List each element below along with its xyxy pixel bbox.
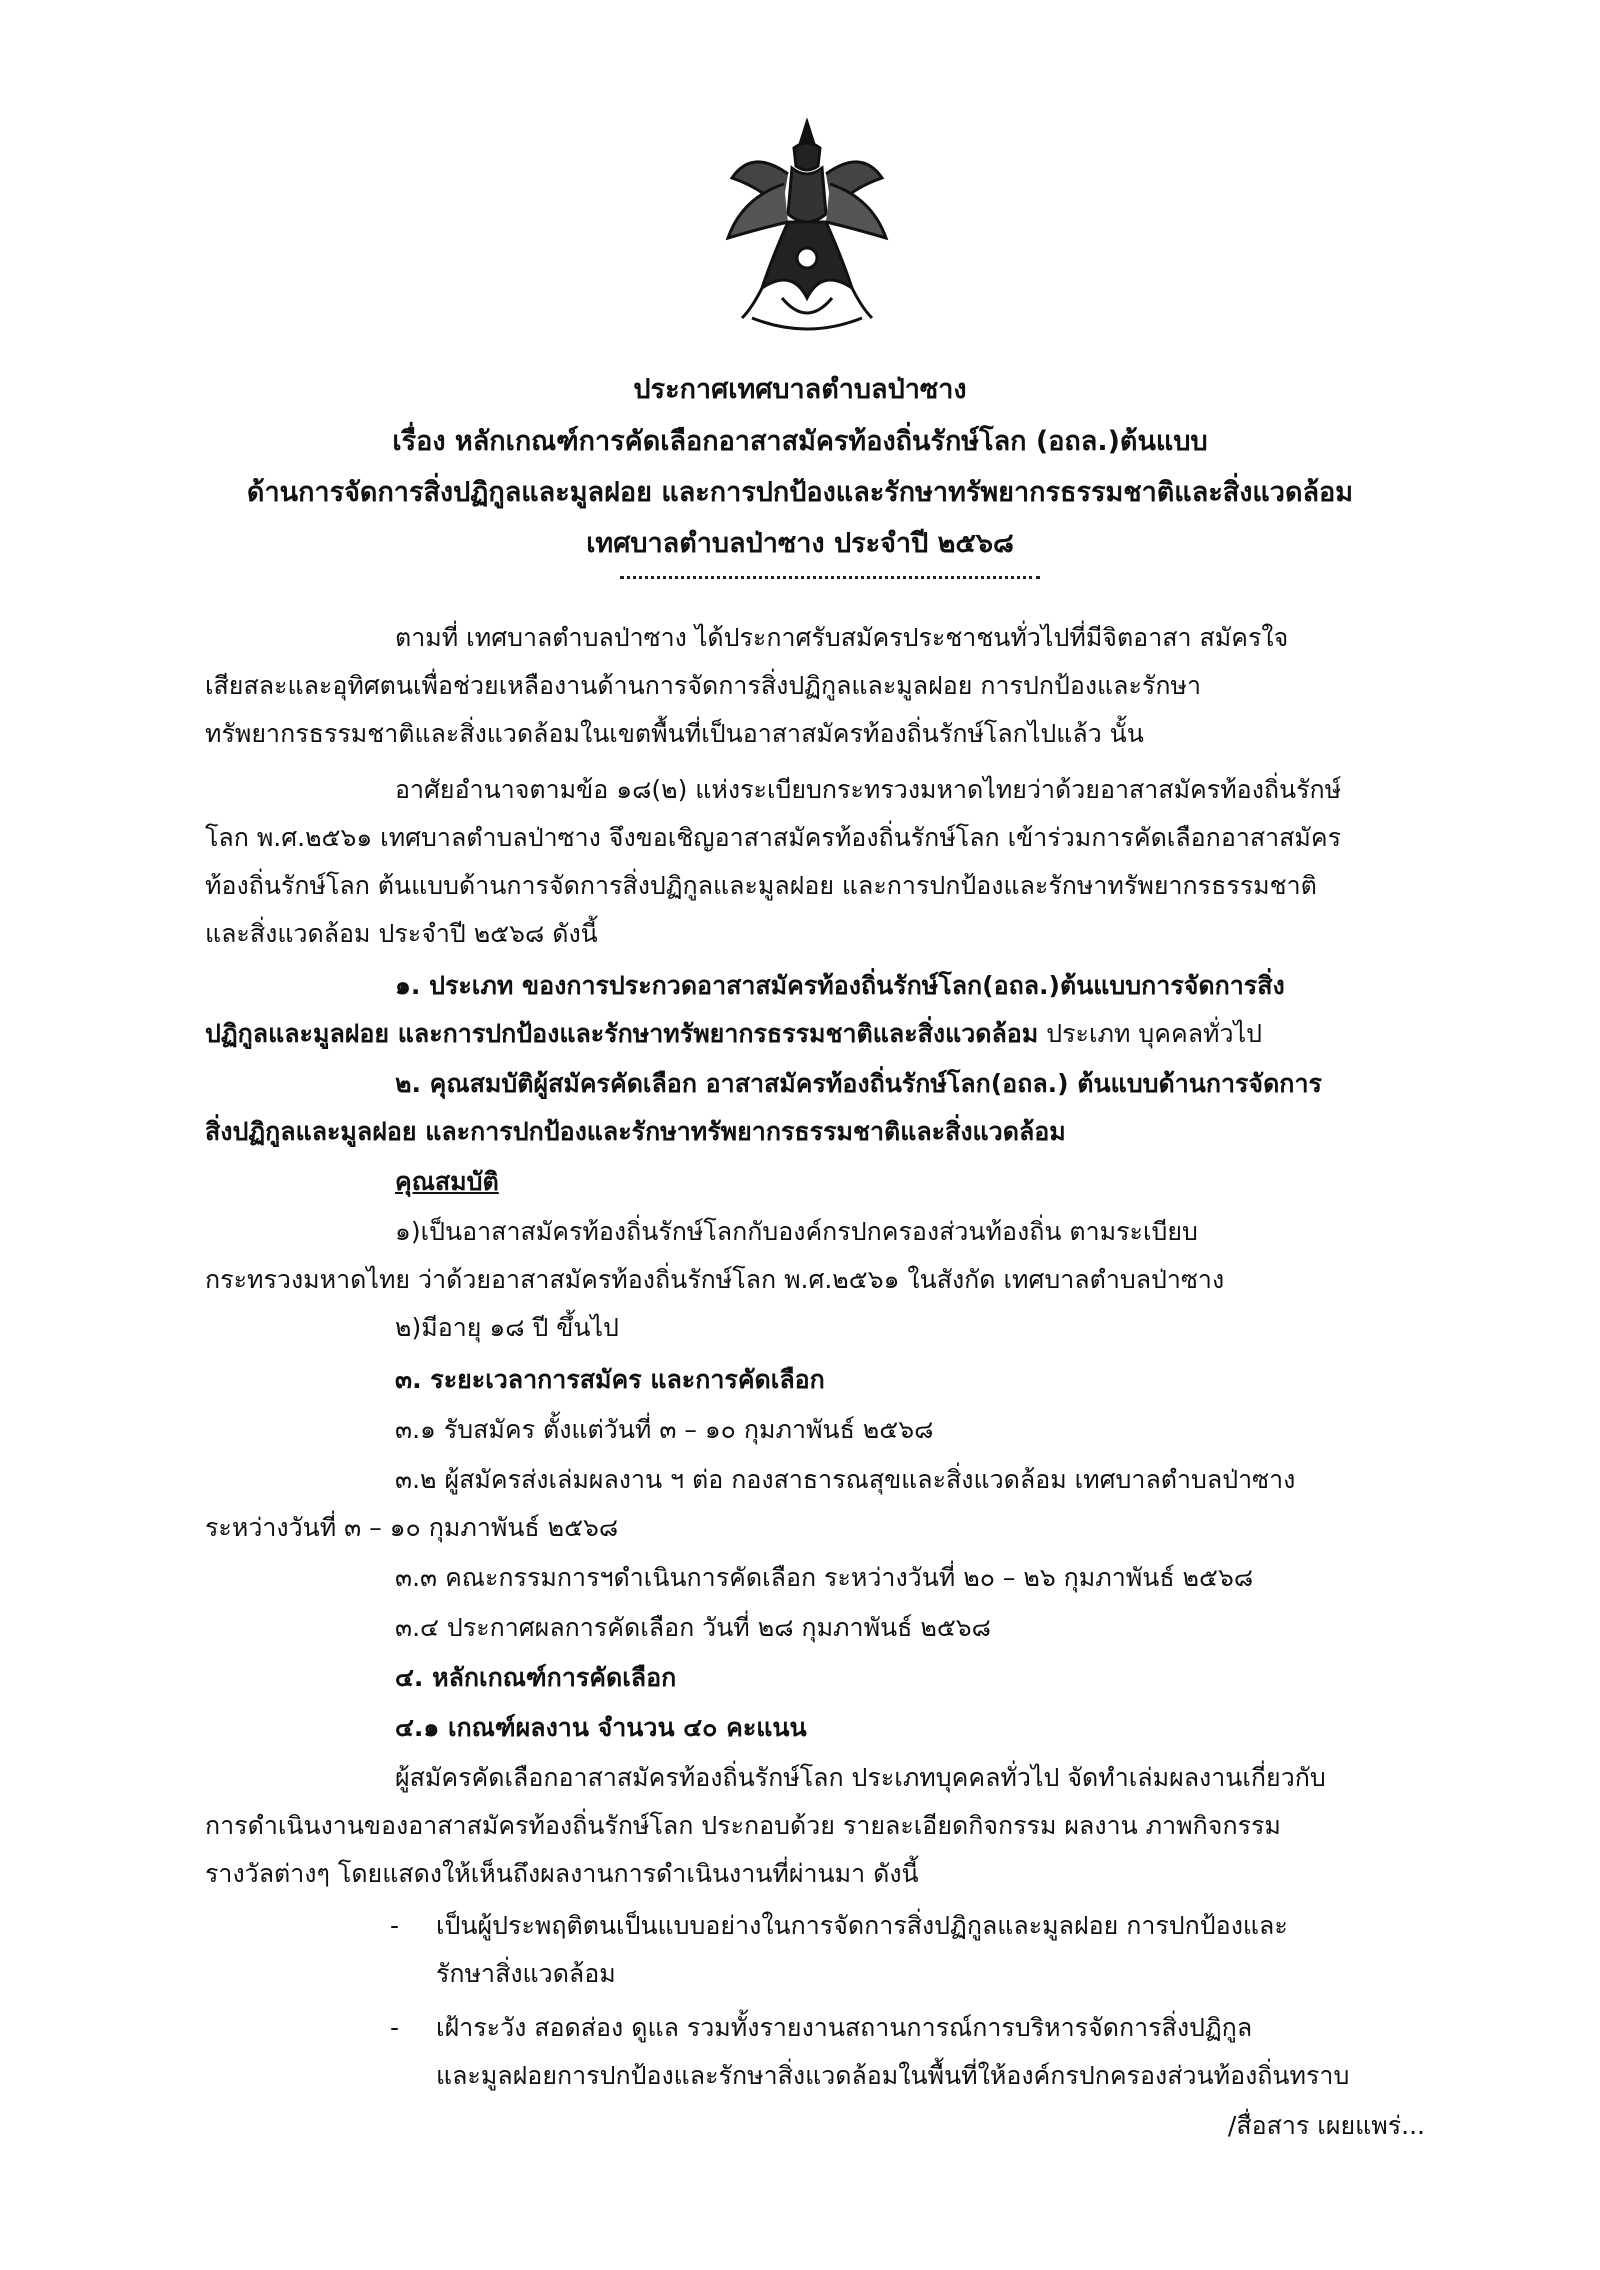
paragraph-line: ทรัพยากรธรรมชาติและสิ่งแวดล้อมในเขตพื้นที่เป็นอาสาสมัครท้องถิ่นรักษ์โลกไปแล้ว นั้น [205, 719, 1144, 748]
document-subject-year: เทศบาลตำบลป่าซาง ประจำปี ๒๕๖๘ [586, 528, 1014, 559]
paragraph-line: ตามที่ เทศบาลตำบลป่าซาง ได้ประกาศรับสมัครประชาชนทั่วไปที่มีจิตอาสา สมัครใจ [395, 623, 1289, 652]
section-1-bold-text: ปฏิกูลและมูลฝอย และการปกป้องและรักษาทรัพยากรธรรมชาติและสิ่งแวดล้อม [205, 1019, 1039, 1048]
paragraph-line: โลก พ.ศ.๒๕๖๑ เทศบาลตำบลป่าซาง จึงขอเชิญอาสาสมัครท้องถิ่นรักษ์โลก เข้าร่วมการคัดเลือกอาสาสมัคร [205, 823, 1342, 852]
section-2-line: สิ่งปฏิกูลและมูลฝอย และการปกป้องและรักษาทรัพยากรธรรมชาติและสิ่งแวดล้อม [205, 1117, 1066, 1146]
paragraph-line: รางวัลต่างๆ โดยแสดงให้เห็นถึงผลงานการดำเนินงานที่ผ่านมา ดังนี้ [205, 1859, 919, 1888]
qualifications-heading: คุณสมบัติ [395, 1167, 499, 1196]
schedule-item: ๓.๔ ประกาศผลการคัดเลือก วันที่ ๒๘ กุมภาพันธ์ ๒๕๖๘ [395, 1613, 991, 1642]
schedule-item: ๓.๒ ผู้สมัครส่งเล่มผลงาน ฯ ต่อ กองสาธารณสุขและสิ่งแวดล้อม เทศบาลตำบลป่าซาง [395, 1465, 1296, 1494]
page-continuation: /สื่อสาร เผยแพร่... [1227, 2111, 1425, 2140]
schedule-item: ๓.๓ คณะกรรมการฯดำเนินการคัดเลือก ระหว่างวันที่ ๒๐ – ๒๖ กุมภาพันธ์ ๒๕๖๘ [395, 1563, 1254, 1592]
paragraph-line: ผู้สมัครคัดเลือกอาสาสมัครท้องถิ่นรักษ์โลก ประเภทบุคคลทั่วไป จัดทำเล่มผลงานเกี่ยวกับ [395, 1763, 1326, 1792]
paragraph-line: ท้องถิ่นรักษ์โลก ต้นแบบด้านการจัดการสิ่งปฏิกูลและมูลฝอย และการปกป้องและรักษาทรัพยากรธรรมชาติ [205, 871, 1317, 900]
section-1-line [205, 1014, 1262, 1054]
criteria-heading: ๔.๑ เกณฑ์ผลงาน จำนวน ๔๐ คะแนน [395, 1713, 807, 1742]
dotted-separator [620, 576, 1040, 579]
document-subject: เรื่อง หลักเกณฑ์การคัดเลือกอาสาสมัครท้องถิ่นรักษ์โลก (อถล.)ต้นแบบ [392, 426, 1208, 457]
paragraph-line: การดำเนินงานของอาสาสมัครท้องถิ่นรักษ์โลก ประกอบด้วย รายละเอียดกิจกรรม ผลงาน ภาพกิจกรรม [205, 1811, 1281, 1840]
garuda-emblem-icon [722, 118, 892, 340]
bullet-item: เฝ้าระวัง สอดส่อง ดูแล รวมทั้งรายงานสถานการณ์การบริหารจัดการสิ่งปฏิกูล [436, 2013, 1253, 2042]
paragraph-line: และสิ่งแวดล้อม ประจำปี ๒๕๖๘ ดังนี้ [205, 919, 598, 948]
paragraph-line: อาศัยอำนาจตามข้อ ๑๘(๒) แห่งระเบียบกระทรวงมหาดไทยว่าด้วยอาสาสมัครท้องถิ่นรักษ์ [395, 775, 1342, 804]
section-1-type-text: ประเภท บุคคลทั่วไป [1038, 1019, 1263, 1048]
qualification-item: ๒)มีอายุ ๑๘ ปี ขึ้นไป [395, 1313, 619, 1342]
bullet-item: เป็นผู้ประพฤติตนเป็นแบบอย่างในการจัดการสิ่งปฏิกูลและมูลฝอย การปกป้องและ [436, 1911, 1288, 1940]
bullet-item-cont: รักษาสิ่งแวดล้อม [436, 1959, 616, 1988]
schedule-item: ๓.๑ รับสมัคร ตั้งแต่วันที่ ๓ – ๑๐ กุมภาพันธ์ ๒๕๖๘ [395, 1415, 934, 1444]
qualification-item-cont: กระทรวงมหาดไทย ว่าด้วยอาสาสมัครท้องถิ่นรักษ์โลก พ.ศ.๒๕๖๑ ในสังกัด เทศบาลตำบลป่าซาง [205, 1265, 1225, 1294]
qualification-item: ๑)เป็นอาสาสมัครท้องถิ่นรักษ์โลกกับองค์กรปกครองส่วนท้องถิ่น ตามระเบียบ [395, 1217, 1198, 1246]
bullet-dash: - [390, 1911, 400, 1940]
document-subject-continued: ด้านการจัดการสิ่งปฏิกูลและมูลฝอย และการปกป้องและรักษาทรัพยากรธรรมชาติและสิ่งแวดล้อม [246, 477, 1354, 508]
section-4-heading: ๔. หลักเกณฑ์การคัดเลือก [395, 1663, 677, 1692]
section-1-heading: ๑. ประเภท ของการประกวดอาสาสมัครท้องถิ่นรักษ์โลก(อถล.)ต้นแบบการจัดการสิ่ง [395, 971, 1285, 1000]
section-3-heading: ๓. ระยะเวลาการสมัคร และการคัดเลือก [395, 1365, 825, 1394]
document-title: ประกาศเทศบาลตำบลป่าซาง [633, 374, 967, 405]
section-2-heading: ๒. คุณสมบัติผู้สมัครคัดเลือก อาสาสมัครท้องถิ่นรักษ์โลก(อถล.) ต้นแบบด้านการจัดการ [395, 1069, 1322, 1098]
bullet-dash: - [390, 2013, 400, 2042]
bullet-item-cont: และมูลฝอยการปกป้องและรักษาสิ่งแวดล้อมในพื้นที่ให้องค์กรปกครองส่วนท้องถิ่นทราบ [436, 2061, 1350, 2090]
paragraph-line: เสียสละและอุทิศตนเพื่อช่วยเหลืองานด้านการจัดการสิ่งปฏิกูลและมูลฝอย การปกป้องและรักษา [205, 671, 1201, 700]
schedule-item-cont: ระหว่างวันที่ ๓ – ๑๐ กุมภาพันธ์ ๒๕๖๘ [205, 1513, 619, 1542]
